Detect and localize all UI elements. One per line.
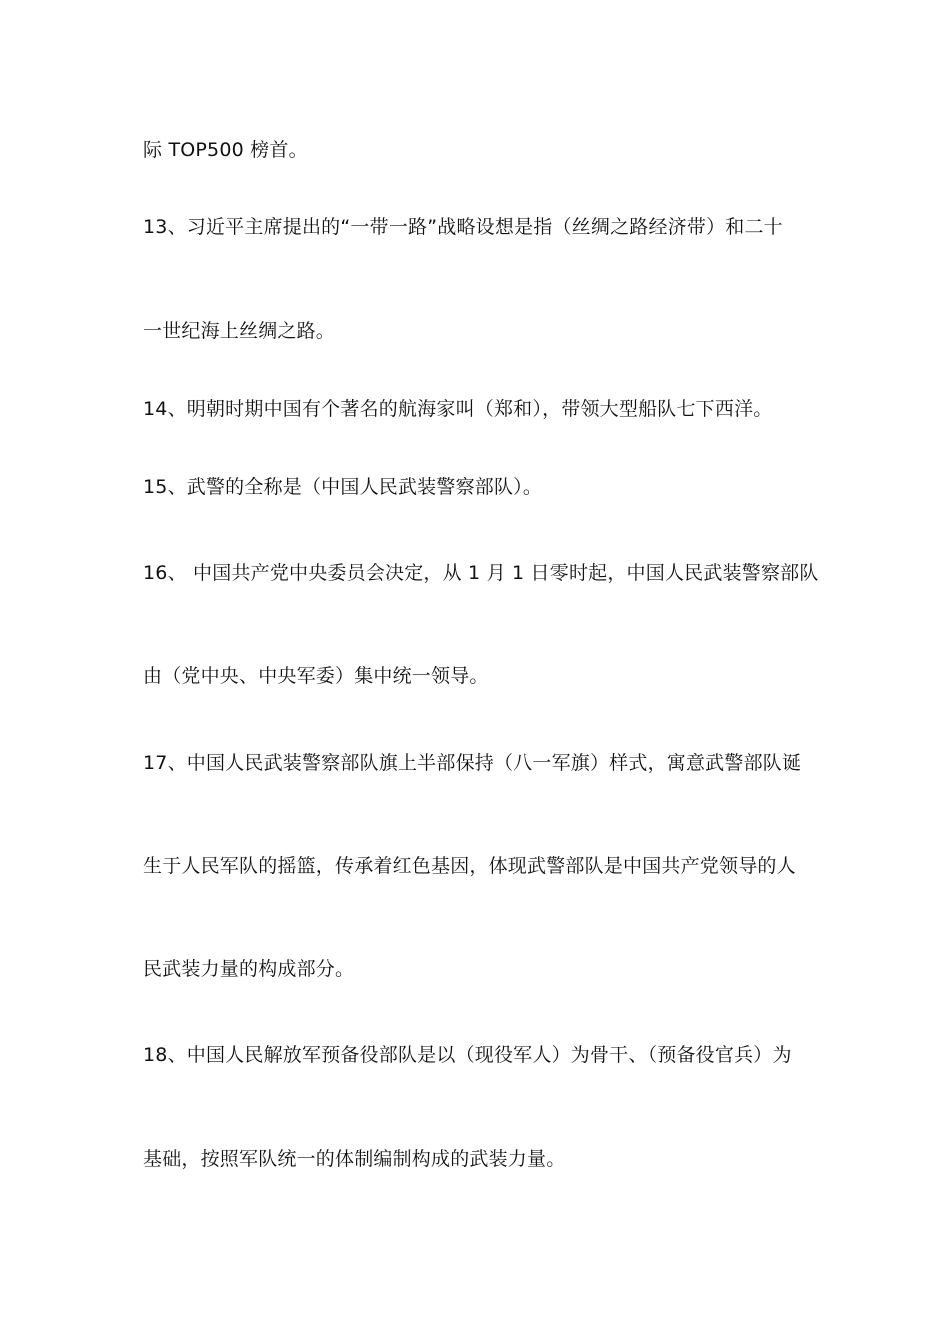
text-line-2: 13、习近平主席提出的“一带一路”战略设想是指（丝绸之路经济带）和二十	[143, 216, 783, 238]
text-line-5: 15、武警的全称是（中国人民武装警察部队）。	[143, 476, 543, 498]
text-line-8: 17、中国人民武装警察部队旗上半部保持（八一军旗）样式，寓意武警部队诞	[143, 752, 802, 774]
text-line-1: 际 TOP500 榜首。	[143, 139, 308, 161]
text-line-4: 14、明朝时期中国有个著名的航海家叫（郑和），带领大型船队七下西洋。	[143, 398, 773, 420]
text-line-6: 16、 中国共产党中央委员会决定，从 1 月 1 日零时起，中国人民武装警察部队	[143, 562, 819, 584]
text-line-10: 民武装力量的构成部分。	[143, 958, 355, 980]
text-line-7: 由（党中央、中央军委）集中统一领导。	[143, 665, 489, 687]
text-line-11: 18、中国人民解放军预备役部队是以（现役军人）为骨干、（预备役官兵）为	[143, 1044, 792, 1066]
text-line-12: 基础，按照军队统一的体制编制构成的武装力量。	[143, 1148, 566, 1170]
text-line-3: 一世纪海上丝绸之路。	[143, 320, 336, 342]
text-line-9: 生于人民军队的摇篮，传承着红色基因，体现武警部队是中国共产党领导的人	[143, 855, 796, 877]
